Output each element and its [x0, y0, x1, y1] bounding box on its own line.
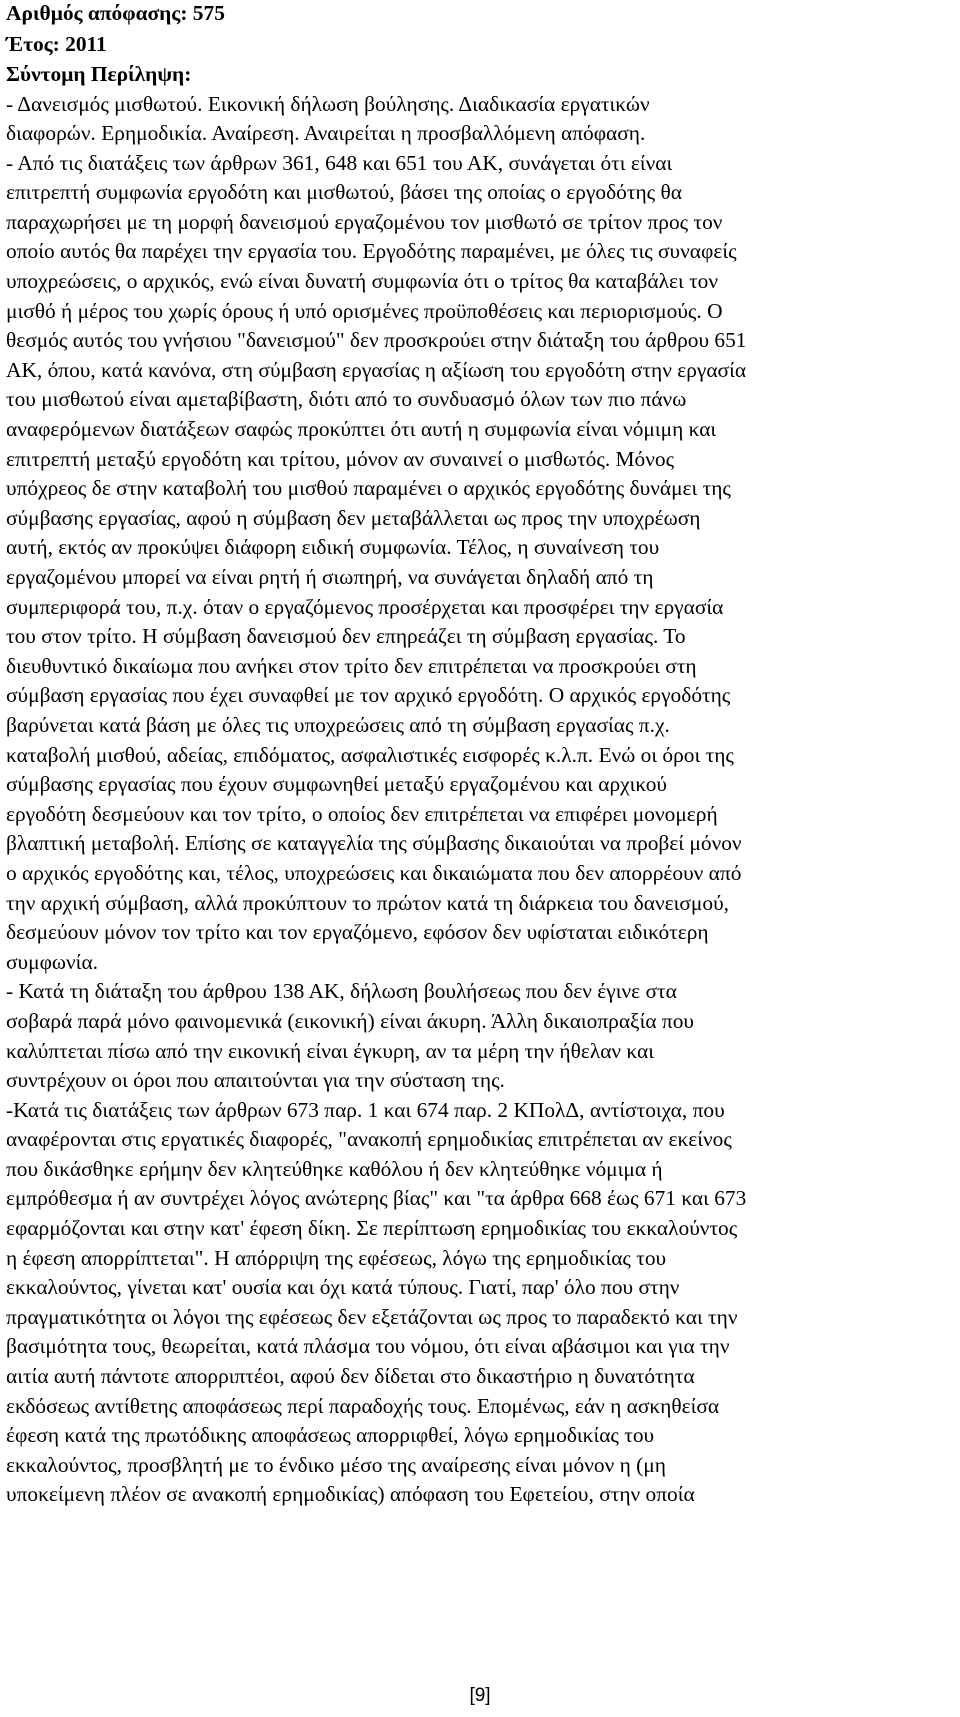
summary-paragraph: [6, 149, 956, 978]
decision-number: Αριθμός απόφασης: 575: [6, 1, 225, 25]
text-line: ο αρχικός εργοδότης και, τέλος, υποχρεώσεις και δικαιώματα που δεν απορρέουν από: [6, 860, 742, 885]
text-line: -Κατά τις διατάξεις των άρθρων 673 παρ. 1 και 674 παρ. 2 ΚΠολΔ, αντίστοιχα, που: [6, 1097, 725, 1122]
text-line: αιτία αυτή πάντοτε απορριπτέοι, αφού δεν δίδεται στο δικαστήριο η δυνατότητα: [6, 1364, 695, 1389]
summary-title: Σύντομη Περίληψη:: [6, 62, 192, 86]
text-line: δεσμεύουν μόνον τον τρίτο και τον εργαζόμενο, εφόσον δεν υφίσταται ειδικότερη: [6, 920, 709, 945]
text-line: εκκαλούντος, γίνεται κατ' ουσία και όχι κατά τύπους. Γιατί, παρ' όλο που στην: [6, 1275, 680, 1300]
text-line: αναφερόμενων διατάξεων σαφώς προκύπτει ότι αυτή η συμφωνία είναι νόμιμη και: [6, 417, 717, 442]
text-line: του μισθωτού είναι αμεταβίβαστη, διότι από το συνδυασμό όλων των πιο πάνω: [6, 387, 687, 412]
page-number: [9]: [469, 1685, 491, 1706]
decision-year: Έτος: 2011: [6, 31, 107, 56]
text-line: σύμβασης εργασίας που έχουν συμφωνηθεί μεταξύ εργαζομένου και αρχικού: [6, 772, 667, 797]
text-line: η έφεση απορρίπτεται". Η απόρριψη της εφέσεως, λόγω της ερημοδικίας του: [6, 1245, 667, 1270]
text-line: εργαζομένου μπορεί να είναι ρητή ή σιωπηρή, να συνάγεται δηλαδή από τη: [6, 565, 654, 589]
summary-body: [6, 90, 956, 1511]
text-line: μισθό ή μέρος του χωρίς όρους ή υπό ορισμένες προϋποθέσεις και περιορισμούς. Ο: [6, 298, 723, 323]
text-line: σύμβασης εργασίας, αφού η σύμβαση δεν μεταβάλλεται ως προς την υποχρέωση: [6, 505, 701, 530]
text-line: την αρχική σύμβαση, αλλά προκύπτουν το πρώτον κατά τη διάρκεια του δανεισμού,: [6, 890, 730, 915]
text-line: συμφωνία.: [6, 949, 98, 974]
text-line: υπόχρεος δε στην καταβολή του μισθού παραμένει ο αρχικός εργοδότης δυνάμει της: [6, 476, 731, 501]
text-line: που δικάσθηκε ερήμην δεν κλητεύθηκε καθόλου ή δεν κλητεύθηκε νόμιμα ή: [6, 1156, 663, 1181]
text-line: σύμβαση εργασίας που έχει συναφθεί με τον αρχικό εργοδότη. Ο αρχικός εργοδότης: [6, 683, 731, 708]
text-line: ΑΚ, όπου, κατά κανόνα, στη σύμβαση εργασίας η αξίωση του εργοδότη στην εργασία: [6, 357, 747, 382]
text-line: συμπεριφορά του, π.χ. όταν ο εργαζόμενος προσέρχεται και προσφέρει την εργασία: [6, 594, 724, 619]
text-line: εμπρόθεσμα ή αν συντρέχει λόγος ανώτερης βίας" και "τα άρθρα 668 έως 671 και 673: [6, 1186, 747, 1211]
text-line: παραχωρήσει με τη μορφή δανεισμού εργαζομένου τον μισθωτό σε τρίτον προς τον: [6, 209, 723, 234]
text-line: βλαπτική μεταβολή. Επίσης σε καταγγελία της σύμβασης δικαιούται να προβεί μόνον: [6, 831, 742, 856]
summary-paragraph: [6, 1096, 956, 1510]
text-line: σοβαρά παρά μόνο φαινομενικά (εικονική) είναι άκυρη. Άλλη δικαιοπραξία που: [6, 1008, 694, 1033]
text-line: αναφέρονται στις εργατικές διαφορές, "ανακοπή ερημοδικίας επιτρέπεται αν εκείνος: [6, 1127, 732, 1152]
text-line: του στον τρίτο. Η σύμβαση δανεισμού δεν επηρεάζει τη σύμβαση εργασίας. Το: [6, 624, 686, 649]
summary-paragraph: [6, 90, 956, 149]
text-line: εκδόσεως αντίθετης αποφάσεως περί παραδοχής τους. Επομένως, εάν η ασκηθείσα: [6, 1393, 720, 1418]
text-line: καταβολή μισθού, αδείας, επιδόματος, ασφαλιστικές εισφορές κ.λ.π. Ενώ οι όροι της: [6, 742, 734, 767]
text-line: υποχρεώσεις, ο αρχικός, ενώ είναι δυνατή συμφωνία ότι ο τρίτος θα καταβάλει τον: [6, 269, 719, 294]
text-line: επιτρεπτή μεταξύ εργοδότη και τρίτου, μόνον αν συναινεί ο μισθωτός. Μόνος: [6, 446, 675, 471]
text-line: εφαρμόζονται και στην κατ' έφεση δίκη. Σε περίπτωση ερημοδικίας του εκκαλούντος: [6, 1216, 738, 1241]
text-line: - Δανεισμός μισθωτού. Εικονική δήλωση βούλησης. Διαδικασία εργατικών: [6, 91, 650, 116]
text-line: εργοδότη δεσμεύουν και τον τρίτο, ο οποίος δεν επιτρέπεται να επιφέρει μονομερή: [6, 801, 718, 826]
text-line: επιτρεπτή συμφωνία εργοδότη και μισθωτού, βάσει της οποίας ο εργοδότης θα: [6, 180, 682, 205]
text-line: υποκείμενη πλέον σε ανακοπή ερημοδικίας) απόφαση του Εφετείου, στην οποία: [6, 1482, 695, 1507]
document-page: [6, 0, 956, 1510]
summary-paragraph: [6, 977, 956, 1095]
text-line: έφεση κατά της πρωτόδικης αποφάσεως απορριφθεί, λόγω ερημοδικίας του: [6, 1423, 655, 1448]
text-line: οποίο αυτός θα παρέχει την εργασία του. Εργοδότης παραμένει, με όλες τις συναφείς: [6, 239, 737, 264]
text-line: βασιμότητα τους, θεωρείται, κατά πλάσμα του νόμου, ότι είναι αβάσιμοι και για την: [6, 1334, 730, 1359]
text-line: βαρύνεται κατά βάση με όλες τις υποχρεώσεις από τη σύμβαση εργασίας π.χ.: [6, 712, 670, 737]
text-line: διευθυντικό δικαίωμα που ανήκει στον τρίτο δεν επιτρέπεται να προσκρούει στη: [6, 653, 697, 678]
text-line: εκκαλούντος, προσβλητή με το ένδικο μέσο της αναίρεσης είναι μόνον η (μη: [6, 1452, 666, 1477]
text-line: - Κατά τη διάταξη του άρθρου 138 ΑΚ, δήλωση βουλήσεως που δεν έγινε στα: [6, 979, 677, 1004]
text-line: θεσμός αυτός του γνήσιου "δανεισμού" δεν προσκρούει στην διάταξη του άρθρου 651: [6, 328, 747, 353]
text-line: αυτή, εκτός αν προκύψει διάφορη ειδική συμφωνία. Τέλος, η συναίνεση του: [6, 535, 660, 560]
text-line: συντρέχουν οι όροι που απαιτούνται για την σύσταση της.: [6, 1068, 505, 1093]
text-line: καλύπτεται πίσω από την εικονική είναι έγκυρη, αν τα μέρη την ήθελαν και: [6, 1038, 654, 1063]
text-line: πραγματικότητα οι λόγοι της εφέσεως δεν εξετάζονται ως προς το παραδεκτό και την: [6, 1304, 738, 1329]
text-line: - Από τις διατάξεις των άρθρων 361, 648 και 651 του ΑΚ, συνάγεται ότι είναι: [6, 150, 673, 175]
text-line: διαφορών. Ερημοδικία. Αναίρεση. Αναιρείται η προσβαλλόμενη απόφαση.: [6, 121, 646, 146]
